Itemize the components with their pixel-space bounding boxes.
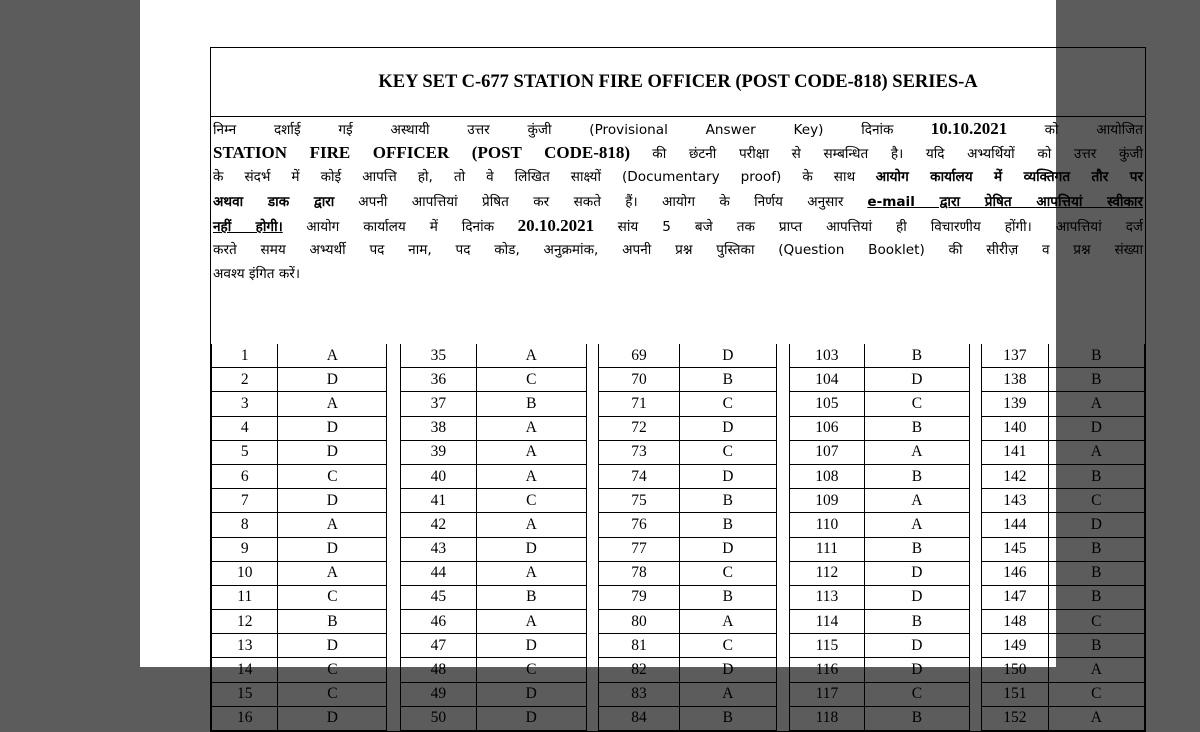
column-separator bbox=[777, 706, 790, 730]
column-separator bbox=[969, 658, 982, 682]
question-number: 109 bbox=[789, 489, 865, 513]
answer-option: C bbox=[278, 658, 387, 682]
question-number: 83 bbox=[599, 682, 679, 706]
deadline-date: 20.10.2021 bbox=[517, 215, 595, 235]
document-page bbox=[140, 0, 1144, 727]
column-separator bbox=[969, 682, 982, 706]
column-separator bbox=[969, 416, 982, 440]
answer-option: D bbox=[679, 344, 776, 368]
column-separator bbox=[387, 585, 401, 609]
question-number: 144 bbox=[982, 513, 1048, 537]
answer-option: B bbox=[1048, 537, 1144, 561]
question-number: 148 bbox=[982, 610, 1048, 634]
column-separator bbox=[777, 537, 790, 561]
post-submission-text: अथवा डाक द्वारा bbox=[213, 193, 335, 210]
question-number: 2 bbox=[212, 368, 278, 392]
answer-option: B bbox=[679, 513, 776, 537]
answer-option: A bbox=[679, 682, 776, 706]
answer-option: D bbox=[865, 634, 969, 658]
question-number: 15 bbox=[212, 682, 278, 706]
question-number: 49 bbox=[401, 682, 477, 706]
table-row bbox=[212, 489, 1145, 513]
notice-line bbox=[213, 190, 1143, 214]
answer-option: D bbox=[679, 464, 776, 488]
column-separator bbox=[387, 464, 401, 488]
table-row bbox=[212, 585, 1145, 609]
answer-option: A bbox=[278, 561, 387, 585]
column-separator bbox=[586, 658, 599, 682]
answer-option: C bbox=[278, 464, 387, 488]
question-number: 149 bbox=[982, 634, 1048, 658]
answer-option: D bbox=[679, 537, 776, 561]
question-number: 114 bbox=[789, 610, 865, 634]
column-separator bbox=[387, 682, 401, 706]
question-number: 137 bbox=[982, 344, 1048, 368]
question-number: 140 bbox=[982, 416, 1048, 440]
answer-option: B bbox=[1048, 464, 1144, 488]
answer-option: D bbox=[278, 368, 387, 392]
question-number: 150 bbox=[982, 658, 1048, 682]
answer-option: B bbox=[1048, 561, 1144, 585]
column-separator bbox=[777, 464, 790, 488]
question-number: 116 bbox=[789, 658, 865, 682]
question-number: 40 bbox=[401, 464, 477, 488]
question-number: 46 bbox=[401, 610, 477, 634]
question-number: 41 bbox=[401, 489, 477, 513]
answer-option: A bbox=[1048, 440, 1144, 464]
column-separator bbox=[777, 682, 790, 706]
answer-option: B bbox=[278, 610, 387, 634]
table-row bbox=[212, 368, 1145, 392]
answer-option: D bbox=[278, 489, 387, 513]
question-number: 79 bbox=[599, 585, 679, 609]
answer-option: B bbox=[679, 585, 776, 609]
question-number: 118 bbox=[789, 706, 865, 730]
question-number: 4 bbox=[212, 416, 278, 440]
answer-option: B bbox=[865, 537, 969, 561]
answer-key-table bbox=[211, 344, 1145, 731]
question-number: 10 bbox=[212, 561, 278, 585]
question-number: 142 bbox=[982, 464, 1048, 488]
question-number: 13 bbox=[212, 634, 278, 658]
column-separator bbox=[777, 489, 790, 513]
question-number: 6 bbox=[212, 464, 278, 488]
question-number: 84 bbox=[599, 706, 679, 730]
notice-text: सांय 5 बजे तक प्राप्त आपत्तियां ही विचारणीय होंगी। आपत्तियां दर्ज bbox=[617, 218, 1144, 235]
question-number: 110 bbox=[789, 513, 865, 537]
notice-text: अवश्य इंगित करें। bbox=[213, 266, 300, 283]
answer-option: D bbox=[1048, 513, 1144, 537]
exam-date: 10.10.2021 bbox=[930, 119, 1008, 138]
question-number: 143 bbox=[982, 489, 1048, 513]
question-number: 103 bbox=[789, 344, 865, 368]
notice-line bbox=[213, 262, 1143, 286]
question-number: 5 bbox=[212, 440, 278, 464]
column-separator bbox=[777, 344, 790, 368]
column-separator bbox=[387, 634, 401, 658]
question-number: 75 bbox=[599, 489, 679, 513]
column-separator bbox=[777, 610, 790, 634]
answer-option: A bbox=[865, 513, 969, 537]
column-separator bbox=[387, 513, 401, 537]
question-number: 72 bbox=[599, 416, 679, 440]
column-separator bbox=[969, 634, 982, 658]
column-separator bbox=[777, 513, 790, 537]
column-separator bbox=[387, 610, 401, 634]
column-separator bbox=[586, 416, 599, 440]
table-row bbox=[212, 561, 1145, 585]
answer-option: A bbox=[679, 610, 776, 634]
table-row bbox=[212, 537, 1145, 561]
answer-option: D bbox=[476, 706, 586, 730]
answer-option: C bbox=[1048, 682, 1144, 706]
table-row bbox=[212, 634, 1145, 658]
question-number: 80 bbox=[599, 610, 679, 634]
table-row bbox=[212, 682, 1145, 706]
column-separator bbox=[387, 489, 401, 513]
column-separator bbox=[586, 464, 599, 488]
column-separator bbox=[586, 537, 599, 561]
answer-option: D bbox=[278, 440, 387, 464]
answer-option: C bbox=[278, 682, 387, 706]
question-number: 14 bbox=[212, 658, 278, 682]
question-number: 76 bbox=[599, 513, 679, 537]
answer-option: A bbox=[278, 344, 387, 368]
answer-option: A bbox=[476, 416, 586, 440]
column-separator bbox=[969, 368, 982, 392]
question-number: 50 bbox=[401, 706, 477, 730]
column-separator bbox=[777, 392, 790, 416]
answer-option: A bbox=[278, 513, 387, 537]
column-separator bbox=[586, 440, 599, 464]
question-number: 141 bbox=[982, 440, 1048, 464]
answer-option: D bbox=[476, 634, 586, 658]
question-number: 7 bbox=[212, 489, 278, 513]
table-row bbox=[212, 706, 1145, 730]
answer-option: D bbox=[865, 585, 969, 609]
answer-option: C bbox=[278, 585, 387, 609]
question-number: 39 bbox=[401, 440, 477, 464]
answer-option: B bbox=[865, 416, 969, 440]
answer-option: D bbox=[679, 416, 776, 440]
notice-line bbox=[213, 117, 1143, 141]
question-number: 152 bbox=[982, 706, 1048, 730]
answer-option: B bbox=[679, 706, 776, 730]
table-row bbox=[212, 610, 1145, 634]
answer-option: B bbox=[865, 706, 969, 730]
answer-option: D bbox=[865, 658, 969, 682]
question-number: 78 bbox=[599, 561, 679, 585]
question-number: 139 bbox=[982, 392, 1048, 416]
question-number: 36 bbox=[401, 368, 477, 392]
answer-option: C bbox=[679, 634, 776, 658]
answer-option: A bbox=[476, 561, 586, 585]
question-number: 16 bbox=[212, 706, 278, 730]
answer-option: C bbox=[679, 561, 776, 585]
column-separator bbox=[586, 513, 599, 537]
column-separator bbox=[586, 344, 599, 368]
question-number: 151 bbox=[982, 682, 1048, 706]
email-not-accepted-text: e-mail द्वारा प्रेषित आपत्तियां स्वीकार bbox=[867, 193, 1143, 210]
answer-option: D bbox=[679, 658, 776, 682]
column-separator bbox=[777, 368, 790, 392]
answer-option: D bbox=[278, 706, 387, 730]
answer-option: A bbox=[865, 489, 969, 513]
answer-option: B bbox=[679, 489, 776, 513]
notice-text: निम्न दर्शाई गई अस्थायी उत्तर कुंजी (Provisional Answer Key) दिनांक bbox=[213, 122, 894, 138]
column-separator bbox=[387, 344, 401, 368]
not-accepted-text: नहीं होगी। bbox=[213, 218, 283, 235]
question-number: 8 bbox=[212, 513, 278, 537]
answer-option: B bbox=[865, 610, 969, 634]
question-number: 3 bbox=[212, 392, 278, 416]
column-separator bbox=[586, 561, 599, 585]
answer-option: D bbox=[476, 537, 586, 561]
answer-option: A bbox=[476, 440, 586, 464]
question-number: 47 bbox=[401, 634, 477, 658]
question-number: 106 bbox=[789, 416, 865, 440]
column-separator bbox=[586, 610, 599, 634]
answer-option: B bbox=[1048, 634, 1144, 658]
answer-option: D bbox=[865, 368, 969, 392]
notice-text: आयोग कार्यालय में दिनांक bbox=[306, 218, 495, 235]
question-number: 1 bbox=[212, 344, 278, 368]
column-separator bbox=[777, 585, 790, 609]
column-separator bbox=[387, 416, 401, 440]
question-number: 138 bbox=[982, 368, 1048, 392]
question-number: 77 bbox=[599, 537, 679, 561]
column-separator bbox=[586, 706, 599, 730]
column-separator bbox=[387, 368, 401, 392]
column-separator bbox=[777, 416, 790, 440]
question-number: 115 bbox=[789, 634, 865, 658]
question-number: 81 bbox=[599, 634, 679, 658]
question-number: 9 bbox=[212, 537, 278, 561]
notice-line bbox=[213, 165, 1143, 189]
question-number: 73 bbox=[599, 440, 679, 464]
answer-option: C bbox=[476, 368, 586, 392]
answer-option: B bbox=[1048, 585, 1144, 609]
answer-option: A bbox=[278, 392, 387, 416]
answer-table-body bbox=[212, 344, 1145, 731]
question-number: 147 bbox=[982, 585, 1048, 609]
answer-option: C bbox=[476, 489, 586, 513]
column-separator bbox=[586, 634, 599, 658]
question-number: 108 bbox=[789, 464, 865, 488]
column-separator bbox=[586, 489, 599, 513]
answer-option: B bbox=[1048, 344, 1144, 368]
answer-option: A bbox=[1048, 706, 1144, 730]
table-row bbox=[212, 392, 1145, 416]
answer-option: A bbox=[476, 513, 586, 537]
answer-option: C bbox=[865, 392, 969, 416]
notice-line bbox=[213, 238, 1143, 262]
column-separator bbox=[387, 440, 401, 464]
question-number: 11 bbox=[212, 585, 278, 609]
answer-option: C bbox=[679, 440, 776, 464]
answer-option: C bbox=[865, 682, 969, 706]
table-row bbox=[212, 513, 1145, 537]
column-separator bbox=[586, 392, 599, 416]
column-separator bbox=[969, 537, 982, 561]
column-separator bbox=[387, 392, 401, 416]
answer-option: D bbox=[476, 682, 586, 706]
answer-option: A bbox=[865, 440, 969, 464]
answer-option: B bbox=[865, 464, 969, 488]
document-title: KEY SET C-677 STATION FIRE OFFICER (POST CODE-818) SERIES-A bbox=[211, 48, 1145, 117]
answer-option: A bbox=[476, 344, 586, 368]
question-number: 71 bbox=[599, 392, 679, 416]
answer-option: C bbox=[679, 392, 776, 416]
answer-option: D bbox=[278, 634, 387, 658]
notice-text: को आयोजित bbox=[1044, 122, 1143, 138]
question-number: 70 bbox=[599, 368, 679, 392]
question-number: 35 bbox=[401, 344, 477, 368]
answer-option: C bbox=[1048, 489, 1144, 513]
question-number: 82 bbox=[599, 658, 679, 682]
question-number: 45 bbox=[401, 585, 477, 609]
question-number: 42 bbox=[401, 513, 477, 537]
answer-option: D bbox=[1048, 416, 1144, 440]
office-submission-text: आयोग कार्यालय में व्यक्तिगत तौर पर bbox=[875, 169, 1144, 186]
question-number: 48 bbox=[401, 658, 477, 682]
notice-text: अपनी आपत्तियां प्रेषित कर सकते हैं। आयोग के निर्णय अनुसार bbox=[358, 193, 844, 210]
notice-text: के संदर्भ में कोई आपत्ति हो, तो वे लिखित साक्ष्यों (Documentary proof) के साथ bbox=[213, 169, 856, 186]
answer-option: C bbox=[1048, 610, 1144, 634]
question-number: 112 bbox=[789, 561, 865, 585]
column-separator bbox=[586, 368, 599, 392]
answer-option: B bbox=[679, 368, 776, 392]
table-row bbox=[212, 440, 1145, 464]
post-name: STATION FIRE OFFICER (POST CODE-818) bbox=[213, 143, 631, 163]
question-number: 74 bbox=[599, 464, 679, 488]
table-row bbox=[212, 464, 1145, 488]
question-number: 105 bbox=[789, 392, 865, 416]
column-separator bbox=[387, 561, 401, 585]
answer-option: A bbox=[1048, 392, 1144, 416]
answer-option: B bbox=[865, 344, 969, 368]
answer-option: D bbox=[278, 416, 387, 440]
column-separator bbox=[777, 634, 790, 658]
question-number: 113 bbox=[789, 585, 865, 609]
column-separator bbox=[777, 658, 790, 682]
answer-option: C bbox=[476, 658, 586, 682]
column-separator bbox=[387, 658, 401, 682]
answer-option: D bbox=[278, 537, 387, 561]
column-separator bbox=[586, 585, 599, 609]
question-number: 12 bbox=[212, 610, 278, 634]
answer-option: A bbox=[476, 464, 586, 488]
question-number: 37 bbox=[401, 392, 477, 416]
column-separator bbox=[969, 344, 982, 368]
question-number: 107 bbox=[789, 440, 865, 464]
column-separator bbox=[969, 585, 982, 609]
answer-option: B bbox=[476, 585, 586, 609]
notice-text: की छंटनी परीक्षा से सम्बन्धित है। यदि अभ्यर्थियों को उत्तर कुंजी bbox=[652, 146, 1144, 163]
question-number: 69 bbox=[599, 344, 679, 368]
column-separator bbox=[969, 440, 982, 464]
column-separator bbox=[777, 440, 790, 464]
table-row bbox=[212, 344, 1145, 368]
question-number: 38 bbox=[401, 416, 477, 440]
column-separator bbox=[387, 537, 401, 561]
column-separator bbox=[969, 392, 982, 416]
question-number: 146 bbox=[982, 561, 1048, 585]
column-separator bbox=[969, 610, 982, 634]
column-separator bbox=[969, 706, 982, 730]
column-separator bbox=[969, 513, 982, 537]
question-number: 145 bbox=[982, 537, 1048, 561]
notice-text: करते समय अभ्यर्थी पद नाम, पद कोड, अनुक्रमांक, अपनी प्रश्न पुस्तिका (Question Booklet) की सीरीज़ व प्रश्न संख्या bbox=[213, 241, 1143, 258]
column-separator bbox=[969, 489, 982, 513]
answer-option: B bbox=[1048, 368, 1144, 392]
table-row bbox=[212, 416, 1145, 440]
column-separator bbox=[969, 464, 982, 488]
column-separator bbox=[586, 682, 599, 706]
table-row bbox=[212, 658, 1145, 682]
notice-line bbox=[213, 214, 1143, 238]
answer-key-document bbox=[210, 47, 1146, 732]
question-number: 117 bbox=[789, 682, 865, 706]
question-number: 104 bbox=[789, 368, 865, 392]
question-number: 44 bbox=[401, 561, 477, 585]
column-separator bbox=[777, 561, 790, 585]
notice-line bbox=[213, 141, 1143, 165]
question-number: 43 bbox=[401, 537, 477, 561]
question-number: 111 bbox=[789, 537, 865, 561]
answer-option: A bbox=[476, 610, 586, 634]
column-separator bbox=[387, 706, 401, 730]
answer-option: A bbox=[1048, 658, 1144, 682]
answer-option: B bbox=[476, 392, 586, 416]
notice-paragraph bbox=[211, 117, 1145, 344]
column-separator bbox=[969, 561, 982, 585]
answer-option: D bbox=[865, 561, 969, 585]
